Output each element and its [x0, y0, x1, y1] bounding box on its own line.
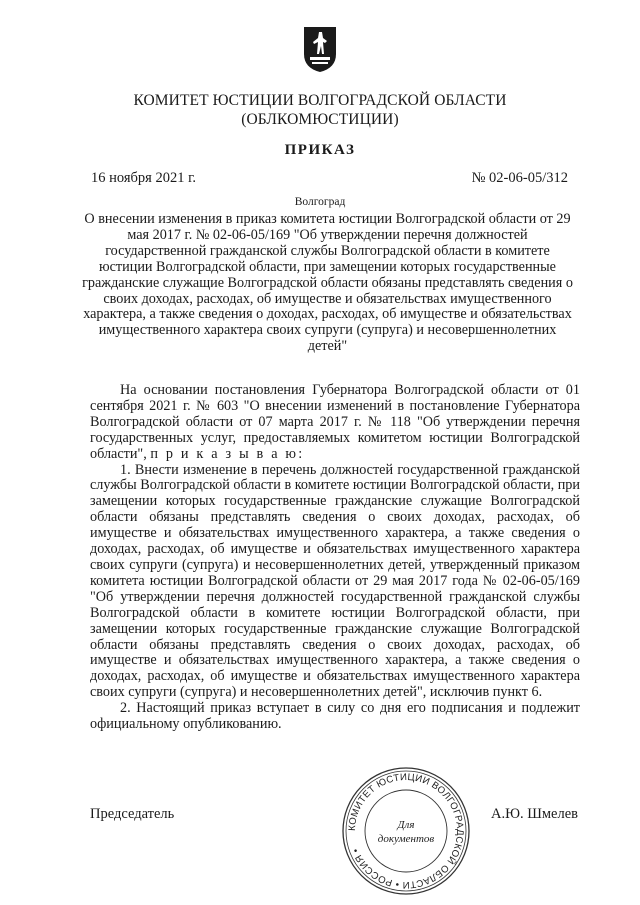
order-item-1: 1. Внести изменение в перечень должностей государственной гражданской службы Волгоградской области в комитете юстиции Волгоградской области, при замещении которых государственные гражданские служащие Волгоградской области обязаны представлять сведения о своих доходах, расходах, об имуществе и обязательствах имущественного характера, а также сведения о доходах, расходах, об имуществе и обязательствах имущественного характера своих супруги (супруга) и несовершеннолетних детей, утвержденный приказом комитета юстиции Волгоградской области от 29 мая 2017 года № 02-06-05/169 "Об утверждении перечня должностей государственной гражданской службы Волгоградской области в комитете юстиции Волгоградской области, при замещении которых государственные гражданские служащие Волгоградской области обязаны представлять сведения о своих доходах, расходах, об имуществе и обязательствах имущественного характера, а также сведения о доходах, расходах, об имуществе и обязательствах имущественного характера своих супруги (супруга) и несовершеннолетних детей", исключив пункт 6.: [90, 461, 580, 701]
document-date: 16 ноября 2021 г.: [91, 170, 197, 186]
signature-label: Председатель: [90, 806, 175, 822]
coat-of-arms-icon: [300, 24, 340, 74]
document-city: Волгоград: [294, 196, 346, 208]
preamble-text: На основании постановления Губернатора Волгоградской области от 01 сентября 2021 г. № 603 "О внесении изменений в постановление Губернатора Волгоградской области от 07 марта 2017 г. № 118 "Об утверждении перечня государственных услуг, предоставляемых комитетом юстиции Волгоградской области",: [90, 382, 580, 462]
document-subject: О внесении изменения в приказ комитета юстиции Волгоградской области от 29 мая 2017 г. № 02-06-05/169 "Об утверждении перечня должностей государственной гражданской службы Волгоградской области в комитете юстиции Волгоградской области, при замещении которых государственные гражданские служащие Волгоградской области обязаны представлять сведения о своих доходах, расходах, об имуществе и обязательствах имущественного характера, а также сведения о доходах, расходах, об имуществе и обязательствах имущественного характера своих супруги (супруга) и несовершеннолетних детей": [82, 211, 573, 355]
organization-name: КОМИТЕТ ЮСТИЦИИ ВОЛГОГРАДСКОЙ ОБЛАСТИ: [133, 92, 507, 109]
signatory-name: А.Ю. Шмелев: [490, 806, 578, 822]
document-title: ПРИКАЗ: [284, 142, 356, 158]
order-item-2: 2. Настоящий приказ вступает в силу со дня его подписания и подлежит официальному опубликованию.: [90, 700, 580, 733]
official-seal: [340, 765, 472, 897]
document-number: № 02-06-05/312: [471, 170, 568, 186]
preamble-paragraph: [90, 383, 580, 463]
seal-center-line-1: Для: [397, 819, 415, 831]
seal-center-line-2: документов: [377, 833, 435, 845]
order-word: п р и к а з ы в а ю:: [150, 445, 305, 462]
document-body: [90, 383, 580, 733]
seal-ring-text: КОМИТЕТ ЮСТИЦИИ ВОЛГОГРАДСКОЙ ОБЛАСТИ • РОССИЯ •: [346, 771, 466, 891]
organization-short-name: (ОБЛКОМЮСТИЦИИ): [241, 111, 399, 128]
